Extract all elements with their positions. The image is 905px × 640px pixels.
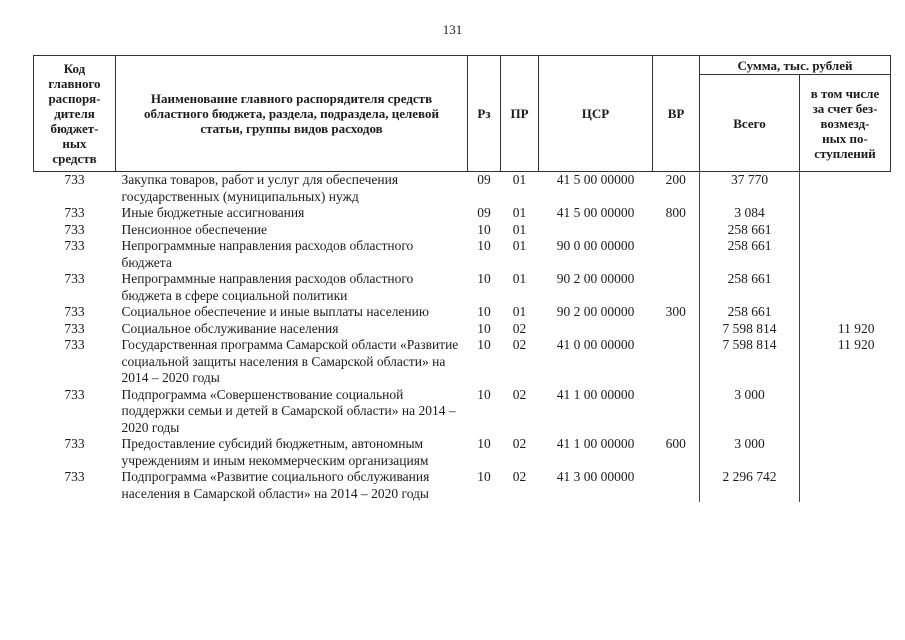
cell-name: Подпрограмма «Совершенствование социальной поддержки семьи и детей в Самарской области» на 2014 – 2020 годы [121, 386, 456, 435]
cell-rz: 10 [477, 271, 491, 286]
cell-csr: 41 3 00 00000 [556, 469, 635, 484]
cell-vr [653, 321, 700, 338]
budget-table [33, 55, 891, 502]
cell-vr: 300 [665, 304, 686, 319]
cell-pr: 02 [512, 320, 527, 336]
cell-code: 733 [64, 205, 85, 220]
cell-csr: 41 0 00 00000 [556, 337, 635, 352]
cell-total: 258 661 [700, 271, 800, 304]
cell-name: Непрограммные направления расходов областного бюджета в сфере социальной политики [121, 271, 414, 303]
cell-vr [653, 387, 700, 437]
cell-pr: 01 [512, 221, 527, 237]
cell-rz: 10 [477, 386, 491, 402]
cell-name: Иные бюджетные ассигнования [121, 205, 305, 220]
cell-csr: 90 2 00 00000 [556, 304, 635, 319]
cell-code: 733 [64, 386, 85, 402]
cell-code: 733 [64, 221, 85, 237]
page-number: 131 [442, 22, 463, 37]
cell-rz: 09 [477, 205, 491, 220]
cell-csr: 41 1 00 00000 [556, 436, 635, 451]
cell-total: 2 296 742 [700, 469, 800, 502]
header-csr: ЦСР [539, 56, 653, 172]
cell-vr [653, 469, 700, 502]
cell-rz: 10 [477, 221, 491, 237]
cell-total: 3 000 [700, 387, 800, 437]
cell-code: 733 [64, 337, 85, 352]
cell-total: 258 661 [700, 238, 800, 271]
cell-free [800, 271, 891, 304]
cell-rz: 10 [477, 320, 491, 336]
cell-pr: 01 [512, 238, 527, 253]
cell-free [800, 172, 891, 206]
cell-pr: 02 [512, 469, 527, 484]
cell-csr: 90 0 00 00000 [556, 238, 635, 253]
cell-free [800, 205, 891, 222]
cell-vr [653, 222, 700, 239]
cell-rz: 09 [477, 172, 491, 187]
cell-pr: 02 [512, 337, 527, 352]
cell-code: 733 [64, 304, 85, 319]
cell-csr: 41 5 00 00000 [556, 172, 635, 187]
cell-name: Подпрограмма «Развитие социального обслуживания населения в Самарской области» на 2014 – 2020 годы [121, 469, 430, 501]
cell-vr [653, 238, 700, 271]
cell-name: Непрограммные направления расходов областного бюджета [121, 238, 414, 270]
cell-total: 258 661 [700, 222, 800, 239]
cell-csr: 90 2 00 00000 [556, 271, 635, 286]
cell-pr: 02 [512, 436, 527, 451]
table-row [34, 469, 891, 502]
cell-vr [653, 271, 700, 304]
table-row [34, 172, 891, 206]
cell-csr [539, 321, 653, 338]
cell-total: 37 770 [700, 172, 800, 206]
cell-free [800, 436, 891, 469]
cell-free [800, 469, 891, 502]
cell-free: 11 920 [800, 321, 891, 338]
header-rz: Рз [468, 56, 501, 172]
header-pr: ПР [501, 56, 539, 172]
cell-total: 7 598 814 [700, 337, 800, 387]
cell-name: Социальное обеспечение и иные выплаты населению [121, 304, 429, 319]
cell-name: Государственная программа Самарской области «Развитие социальной защиты населения в Самарской области» на 2014 – 2020 годы [121, 337, 459, 385]
cell-code: 733 [64, 238, 85, 253]
cell-code: 733 [64, 436, 85, 451]
cell-total: 3 000 [700, 436, 800, 469]
cell-rz: 10 [477, 238, 491, 253]
cell-free: 11 920 [800, 337, 891, 387]
cell-total: 258 661 [700, 304, 800, 321]
table-row [34, 222, 891, 239]
cell-name: Социальное обслуживание населения [121, 320, 339, 336]
cell-pr: 01 [512, 271, 527, 286]
table-row [34, 238, 891, 271]
cell-code: 733 [64, 271, 85, 286]
cell-total: 7 598 814 [700, 321, 800, 338]
cell-pr: 02 [512, 386, 527, 402]
cell-free [800, 238, 891, 271]
cell-free [800, 387, 891, 437]
cell-name: Закупка товаров, работ и услуг для обеспечения государственных (муниципальных) нужд [121, 172, 399, 204]
table-row [34, 205, 891, 222]
cell-vr: 800 [665, 205, 686, 220]
cell-pr: 01 [512, 205, 527, 220]
table-row [34, 271, 891, 304]
cell-name: Предоставление субсидий бюджетным, автономным учреждениям и иным некоммерческим организациям [121, 436, 429, 468]
table-header [34, 56, 891, 172]
header-name: Наименование главного распорядителя средств областного бюджета, раздела, подраздела, целевой статьи, группы видов расходов [116, 56, 468, 172]
cell-total: 3 084 [700, 205, 800, 222]
cell-vr [653, 337, 700, 387]
header-free: в том числе за счет без- возмезд- ных по- ступлений [800, 75, 891, 172]
cell-pr: 01 [512, 304, 527, 319]
header-sum: Сумма, тыс. рублей [700, 56, 891, 75]
table-row [34, 337, 891, 387]
cell-pr: 01 [512, 172, 527, 187]
cell-csr: 41 5 00 00000 [556, 205, 635, 220]
table-body [34, 172, 891, 503]
cell-free [800, 304, 891, 321]
header-total: Всего [700, 75, 800, 172]
cell-code: 733 [64, 469, 85, 484]
cell-name: Пенсионное обеспечение [121, 221, 268, 237]
cell-rz: 10 [477, 304, 491, 319]
cell-code: 733 [64, 320, 85, 336]
cell-rz: 10 [477, 436, 491, 451]
header-vr: ВР [653, 56, 700, 172]
table-row [34, 436, 891, 469]
cell-code: 733 [64, 172, 85, 187]
header-code: Код главного распоря- дителя бюджет- ных средств [34, 56, 116, 172]
cell-free [800, 222, 891, 239]
cell-vr: 200 [665, 172, 686, 187]
cell-rz: 10 [477, 337, 491, 352]
table-row [34, 304, 891, 321]
table-row [34, 321, 891, 338]
cell-csr: 41 1 00 00000 [556, 386, 635, 402]
cell-vr: 600 [665, 436, 686, 451]
cell-rz: 10 [477, 469, 491, 484]
cell-csr [539, 222, 653, 239]
table-row [34, 387, 891, 437]
